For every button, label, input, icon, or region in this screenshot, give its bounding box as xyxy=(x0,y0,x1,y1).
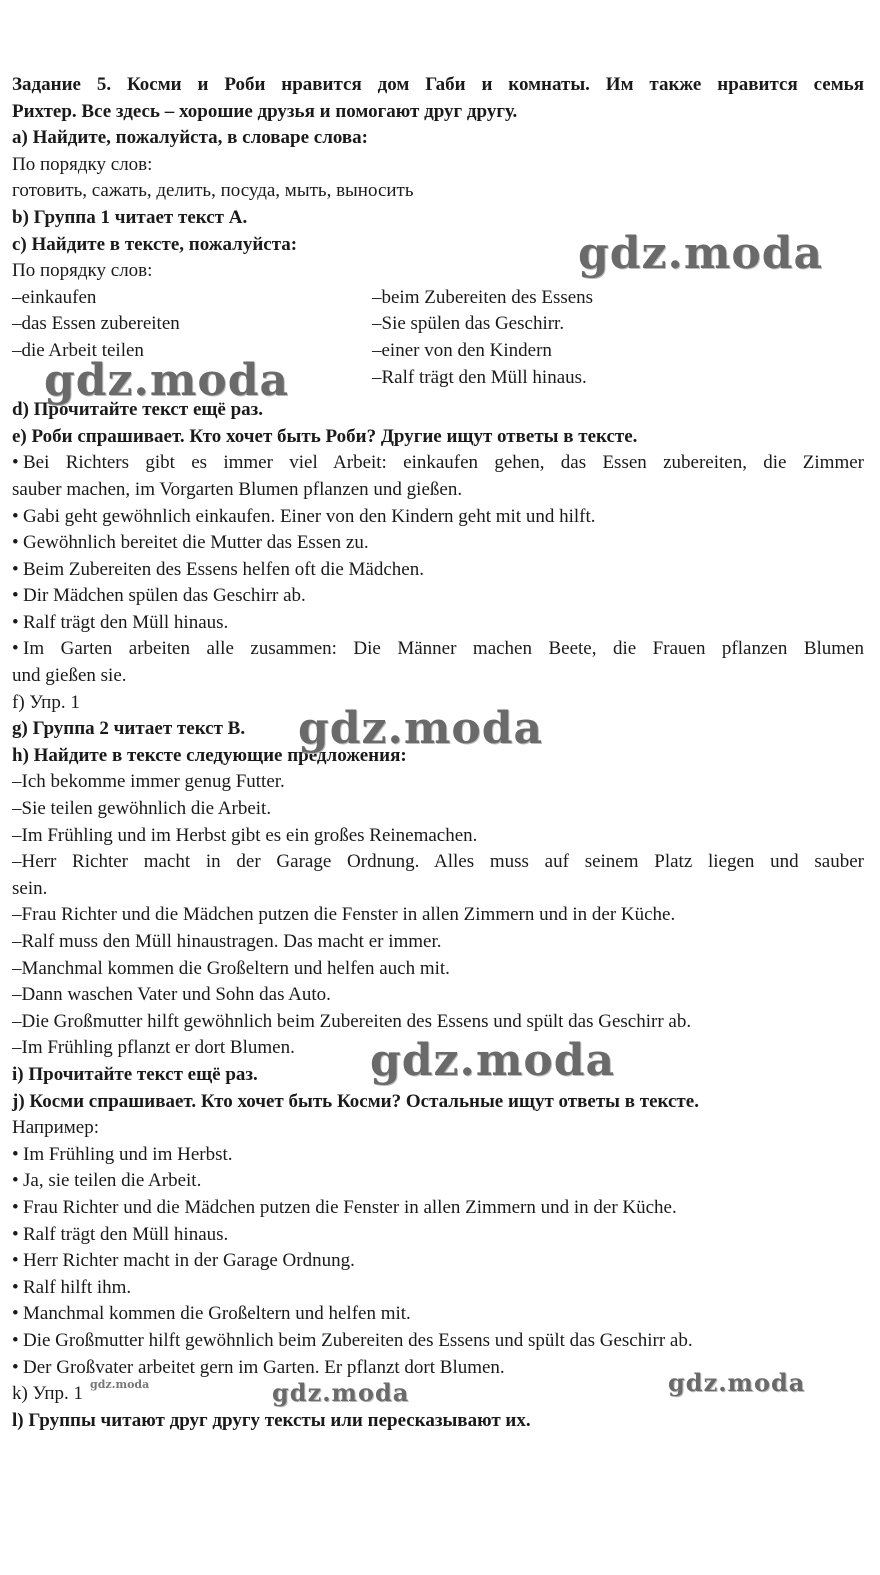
answer-item: • Herr Richter macht in der Garage Ordnung. xyxy=(12,1248,864,1275)
task-title-line-1: Задание 5. Косми и Роби нравится дом Габи и комнаты. Им также нравится семья xyxy=(12,74,864,95)
section-a-order: По порядку слов: xyxy=(12,153,153,175)
bullet-item: • Gabi geht gewöhnlich einkaufen. Einer von den Kindern geht mit und hilft. xyxy=(12,504,864,531)
answer-item: • Die Großmutter hilft gewöhnlich beim Zubereiten des Essens und spült das Geschirr ab. xyxy=(12,1328,864,1355)
section-c-heading: c) Найдите в тексте, пожалуйста: xyxy=(12,233,298,255)
sentence-item: –Ich bekomme immer genug Futter. xyxy=(12,771,285,793)
phrase-item: –Sie spülen das Geschirr. xyxy=(372,313,565,335)
section-j-example: Например: xyxy=(12,1117,99,1139)
bullet-item: • Im Garten arbeiten alle zusammen: Die Männer machen Beete, die Frauen pflanzen Blumen xyxy=(12,636,864,663)
bullet-item: • Ralf trägt den Müll hinaus. xyxy=(12,610,864,637)
section-d-heading: d) Прочитайте текст ещё раз. xyxy=(12,399,264,421)
answer-item: • Manchmal kommen die Großeltern und helfen mit. xyxy=(12,1301,864,1328)
task-title-line-2: Рихтер. Все здесь – хорошие друзья и помогают друг другу. xyxy=(12,100,518,122)
section-c-order: По порядку слов: xyxy=(12,260,153,282)
phrase-item: –Ralf trägt den Müll hinaus. xyxy=(372,366,587,388)
sentence-item: –Herr Richter macht in der Garage Ordnung. Alles muss auf seinem Platz liegen und sauber xyxy=(12,851,864,873)
bullet-item: • Dir Mädchen spülen das Geschirr ab. xyxy=(12,583,864,610)
section-c-right-column xyxy=(372,285,864,391)
section-e-heading: e) Роби спрашивает. Кто хочет быть Роби? Другие ищут ответы в тексте. xyxy=(12,425,638,447)
watermark-logo: gdz.moda xyxy=(578,228,824,279)
sentence-item: –Die Großmutter hilft gewöhnlich beim Zubereiten des Essens und spült das Geschirr ab. xyxy=(12,1010,692,1032)
phrase-item: –einkaufen xyxy=(12,286,97,308)
answer-item: • Ralf trägt den Müll hinaus. xyxy=(12,1222,864,1249)
section-k-heading: k) Упр. 1 xyxy=(12,1383,84,1405)
answer-item: • Ja, sie teilen die Arbeit. xyxy=(12,1168,864,1195)
sentence-item: –Ralf muss den Müll hinaustragen. Das macht er immer. xyxy=(12,931,442,952)
watermark-logo: gdz.moda xyxy=(44,355,290,406)
phrase-item: –beim Zubereiten des Essens xyxy=(372,286,594,308)
watermark-logo: gdz.moda xyxy=(298,703,544,754)
section-a-words: готовить, сажать, делить, посуда, мыть, выносить xyxy=(12,180,414,202)
sentence-item: –Dann waschen Vater und Sohn das Auto. xyxy=(12,984,331,1006)
sentence-item: –Im Frühling pflanzt er dort Blumen. xyxy=(12,1037,295,1059)
watermark-logo: gdz.moda xyxy=(668,1368,806,1397)
answer-item: • Der Großvater arbeitet gern im Garten. Er pflanzt dort Blumen. xyxy=(12,1355,864,1382)
section-h-heading: h) Найдите в тексте следующие предложения: xyxy=(12,744,407,766)
section-g-heading: g) Группа 2 читает текст B. xyxy=(12,718,246,740)
sentence-item: –Sie teilen gewöhnlich die Arbeit. xyxy=(12,798,272,820)
answer-item: • Frau Richter und die Mädchen putzen die Fenster in allen Zimmern und in der Küche. xyxy=(12,1195,864,1222)
section-a-heading: a) Найдите, пожалуйста, в словаре слова: xyxy=(12,127,368,149)
section-b-heading: b) Группа 1 читает текст A. xyxy=(12,206,248,228)
sentence-item: –Manchmal kommen die Großeltern und helfen auch mit. xyxy=(12,957,450,979)
sentence-item: –Frau Richter und die Mädchen putzen die Fenster in allen Zimmern und in der Küche. xyxy=(12,904,676,926)
sentence-item-continuation: sein. xyxy=(12,877,48,899)
section-j-heading: j) Косми спрашивает. Кто хочет быть Косми? Остальные ищут ответы в тексте. xyxy=(12,1090,699,1112)
watermark-logo: gdz.moda xyxy=(272,1378,410,1407)
bullet-item: • Bei Richters gibt es immer viel Arbeit: einkaufen gehen, das Essen zubereiten, die Zimmer xyxy=(12,450,864,477)
watermark-logo: gdz.moda xyxy=(90,1378,150,1391)
bullet-item: • Gewöhnlich bereitet die Mutter das Essen zu. xyxy=(12,530,864,557)
bullet-item: • Beim Zubereiten des Essens helfen oft die Mädchen. xyxy=(12,557,864,584)
bullet-item-continuation: sauber machen, im Vorgarten Blumen pflanzen und gießen. xyxy=(12,478,463,500)
section-f-heading: f) Упр. 1 xyxy=(12,691,80,713)
answer-item: • Im Frühling und im Herbst. xyxy=(12,1142,864,1169)
phrase-item: –das Essen zubereiten xyxy=(12,313,180,335)
sentence-item: –Im Frühling und im Herbst gibt es ein großes Reinemachen. xyxy=(12,824,478,846)
section-l-heading: l) Группы читают друг другу тексты или пересказывают их. xyxy=(12,1409,531,1431)
answer-item: • Ralf hilft ihm. xyxy=(12,1275,864,1302)
bullet-item-continuation: und gießen sie. xyxy=(12,665,127,687)
section-i-heading: i) Прочитайте текст ещё раз. xyxy=(12,1063,258,1085)
phrase-item: –die Arbeit teilen xyxy=(12,339,144,361)
watermark-logo: gdz.moda xyxy=(370,1035,616,1086)
phrase-item: –einer von den Kindern xyxy=(372,339,552,361)
